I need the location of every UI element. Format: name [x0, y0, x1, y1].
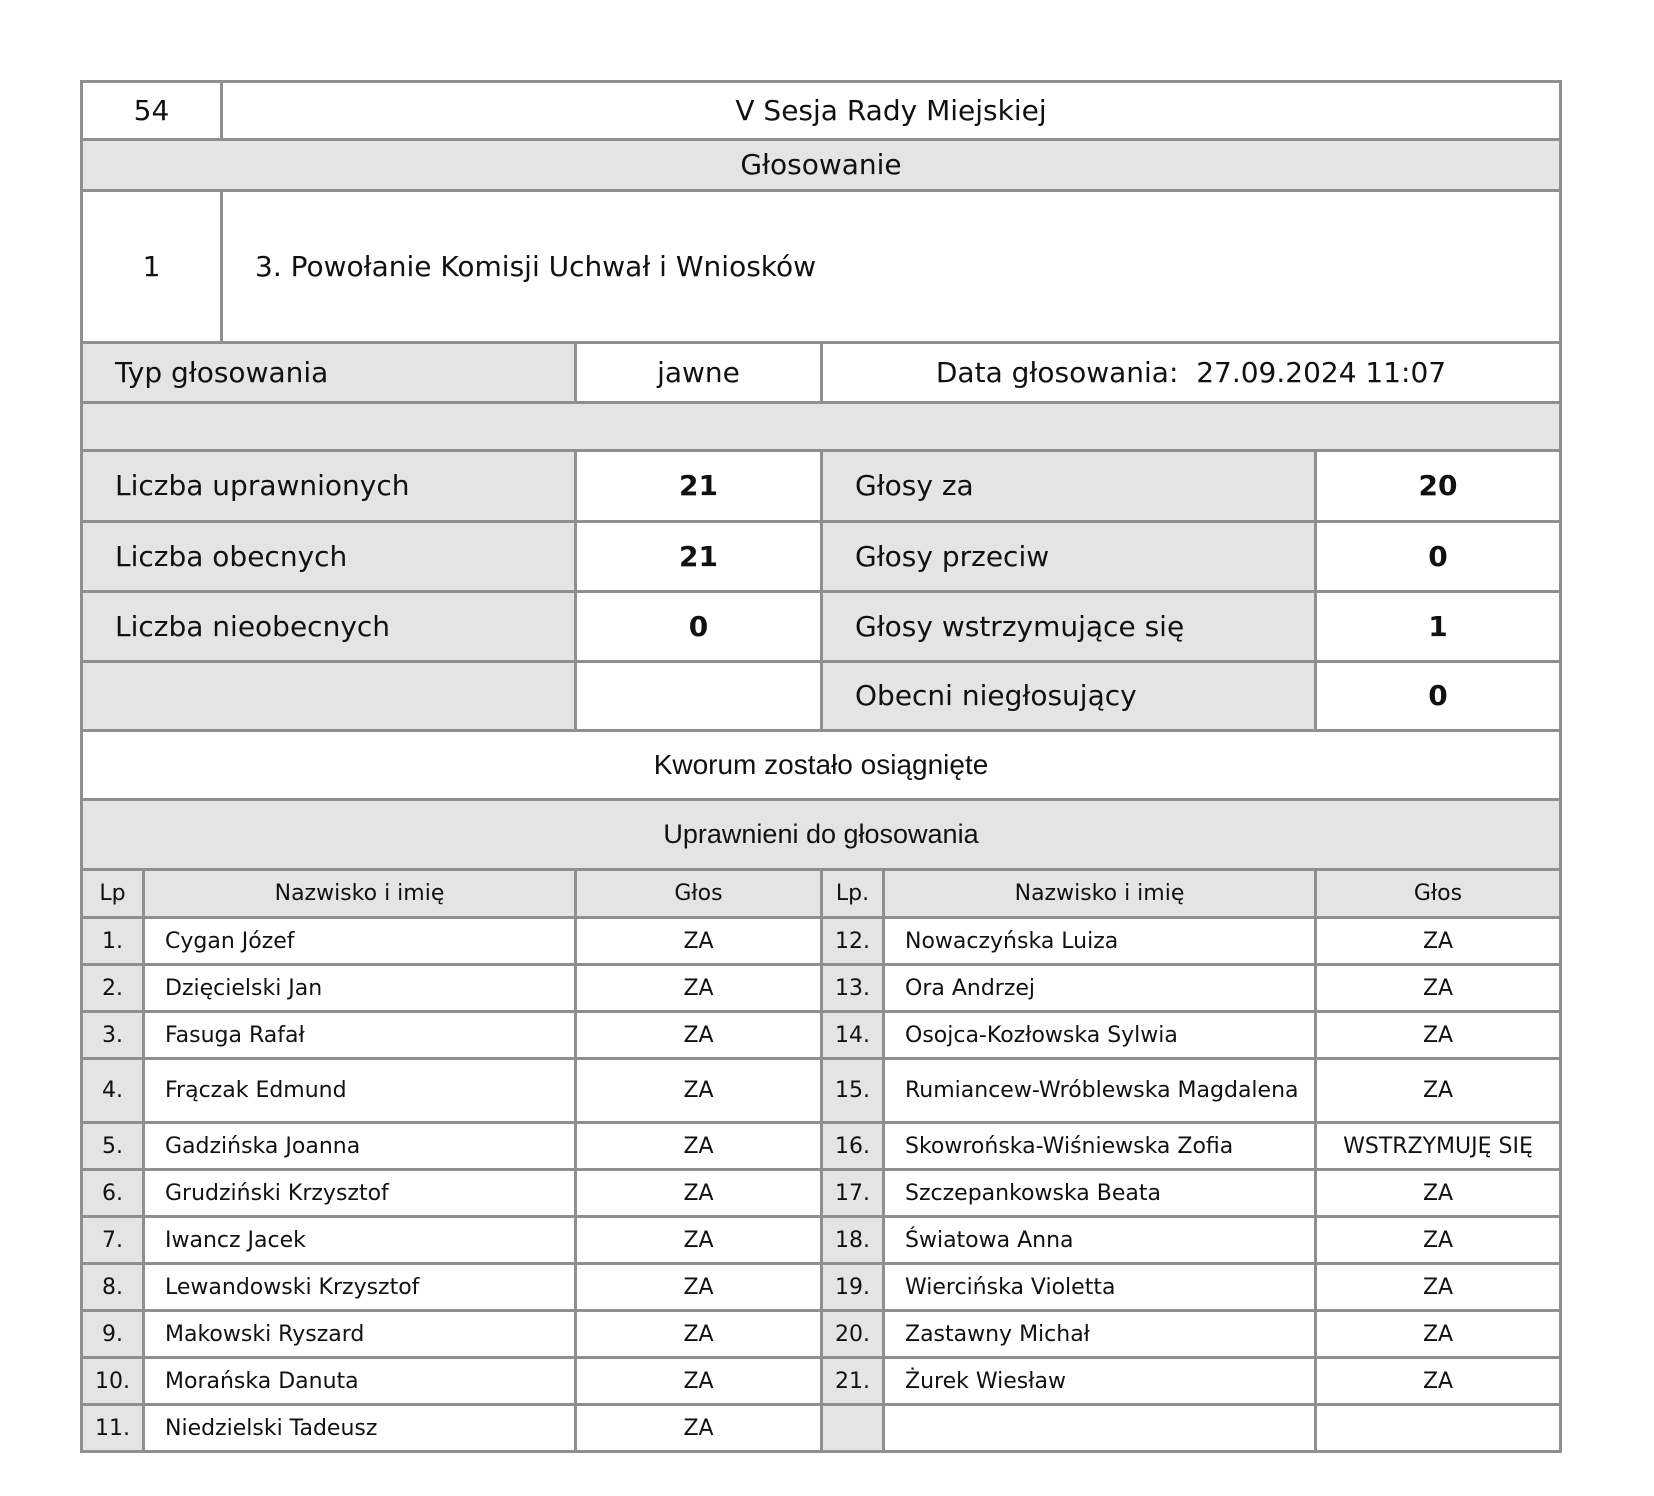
voter-vote: ZA: [576, 1012, 822, 1059]
voter-name: Gadzińska Joanna: [144, 1123, 576, 1170]
voters-table: [80, 871, 1562, 1454]
voters-header-row: [82, 871, 1561, 918]
document-number: 54: [82, 82, 222, 140]
voter-number: 10.: [82, 1358, 144, 1405]
voter-name: Zastawny Michał: [884, 1311, 1316, 1358]
voter-vote: ZA: [1316, 1311, 1561, 1358]
voter-name: Fasuga Rafał: [144, 1012, 576, 1059]
voter-number: 20.: [822, 1311, 884, 1358]
voter-number: 1.: [82, 918, 144, 965]
voter-name: Wiercińska Violetta: [884, 1264, 1316, 1311]
voter-vote: ZA: [576, 1358, 822, 1405]
table-row: [82, 918, 1561, 965]
name-right-header: Nazwisko i imię: [884, 871, 1316, 918]
section-header-table: [80, 141, 1562, 192]
empty-stat-value: [576, 661, 822, 730]
for-value: 20: [1316, 452, 1561, 521]
voter-number: 13.: [822, 965, 884, 1012]
session-header-table: [80, 80, 1562, 141]
voter-number: 3.: [82, 1012, 144, 1059]
vote-date-label: Data głosowania:: [935, 355, 1179, 389]
session-title: V Sesja Rady Miejskiej: [222, 82, 1561, 140]
table-row: [82, 965, 1561, 1012]
voter-name: Dzięcielski Jan: [144, 965, 576, 1012]
table-row: [82, 1264, 1561, 1311]
voter-vote: WSTRZYMUJĘ SIĘ: [1316, 1123, 1561, 1170]
voter-name: Morańska Danuta: [144, 1358, 576, 1405]
voter-name: Światowa Anna: [884, 1217, 1316, 1264]
vote-left-header: Głos: [576, 871, 822, 918]
against-label: Głosy przeciw: [822, 521, 1316, 591]
voter-number: 4.: [82, 1059, 144, 1123]
voter-rows: [82, 918, 1561, 1452]
voter-number: 15.: [822, 1059, 884, 1123]
voter-number: 17.: [822, 1170, 884, 1217]
voter-vote: ZA: [576, 1170, 822, 1217]
against-value: 0: [1316, 521, 1561, 591]
absent-value: 0: [576, 591, 822, 661]
vote-info-table: [80, 344, 1562, 404]
table-row: [82, 1311, 1561, 1358]
voter-name: Skowrońska-Wiśniewska Zofia: [884, 1123, 1316, 1170]
voter-name: Iwancz Jacek: [144, 1217, 576, 1264]
voter-name: Żurek Wiesław: [884, 1358, 1316, 1405]
voter-vote: ZA: [576, 1059, 822, 1123]
voter-vote: ZA: [576, 918, 822, 965]
vote-date-value: 27.09.2024 11:07: [1196, 355, 1447, 389]
for-label: Głosy za: [822, 452, 1316, 521]
present-value: 21: [576, 521, 822, 591]
vote-type-value: jawne: [576, 344, 822, 402]
voter-name: Osojca-Kozłowska Sylwia: [884, 1012, 1316, 1059]
vote-type-label: Typ głosowania: [82, 344, 576, 402]
voter-number: 19.: [822, 1264, 884, 1311]
voter-vote: ZA: [576, 1311, 822, 1358]
voter-name: Nowaczyńska Luiza: [884, 918, 1316, 965]
name-left-header: Nazwisko i imię: [144, 871, 576, 918]
agenda-item-table: [80, 192, 1562, 345]
present-label: Liczba obecnych: [82, 521, 576, 591]
voter-name: Lewandowski Krzysztof: [144, 1264, 576, 1311]
agenda-item-title: 3. Powołanie Komisji Uchwał i Wniosków: [222, 192, 1561, 343]
voter-name: Ora Andrzej: [884, 965, 1316, 1012]
voter-number: 18.: [822, 1217, 884, 1264]
voter-vote: ZA: [1316, 1170, 1561, 1217]
voter-vote: ZA: [576, 1123, 822, 1170]
section-title: Głosowanie: [82, 141, 1561, 190]
voter-number: 7.: [82, 1217, 144, 1264]
voter-name: Cygan Józef: [144, 918, 576, 965]
empty-stat-label: [82, 661, 576, 730]
voter-number: 14.: [822, 1012, 884, 1059]
voters-title-table: [80, 801, 1562, 871]
voting-record-document: [80, 80, 1562, 1453]
lp-right-header: Lp.: [822, 871, 884, 918]
voter-vote: ZA: [576, 965, 822, 1012]
voter-vote: ZA: [1316, 1358, 1561, 1405]
voter-number: [822, 1405, 884, 1452]
voter-name: Frączak Edmund: [144, 1059, 576, 1123]
voter-vote: ZA: [576, 1217, 822, 1264]
vote-stats-table: [80, 452, 1562, 732]
voter-vote: ZA: [576, 1264, 822, 1311]
voter-vote: [1316, 1405, 1561, 1452]
voter-number: 2.: [82, 965, 144, 1012]
vote-date-cell: [822, 344, 1561, 402]
voter-name: Szczepankowska Beata: [884, 1170, 1316, 1217]
eligible-value: 21: [576, 452, 822, 521]
voter-name: Rumiancew-Wróblewska Magdalena: [884, 1059, 1316, 1123]
absent-label: Liczba nieobecnych: [82, 591, 576, 661]
voter-number: 5.: [82, 1123, 144, 1170]
eligible-label: Liczba uprawnionych: [82, 452, 576, 521]
voter-number: 16.: [822, 1123, 884, 1170]
voter-vote: ZA: [1316, 1059, 1561, 1123]
voter-name: Makowski Ryszard: [144, 1311, 576, 1358]
nonvoting-label: Obecni niegłosujący: [822, 661, 1316, 730]
voter-vote: ZA: [576, 1405, 822, 1452]
nonvoting-value: 0: [1316, 661, 1561, 730]
voter-number: 21.: [822, 1358, 884, 1405]
voter-vote: ZA: [1316, 1264, 1561, 1311]
vote-right-header: Głos: [1316, 871, 1561, 918]
voter-vote: ZA: [1316, 918, 1561, 965]
table-row: [82, 1405, 1561, 1452]
voter-number: 8.: [82, 1264, 144, 1311]
voter-name: [884, 1405, 1316, 1452]
table-row: [82, 1059, 1561, 1123]
voter-name: Grudziński Krzysztof: [144, 1170, 576, 1217]
voters-title: Uprawnieni do głosowania: [82, 801, 1561, 869]
lp-left-header: Lp: [82, 871, 144, 918]
voter-vote: ZA: [1316, 965, 1561, 1012]
spacer-table: [80, 404, 1562, 453]
voter-number: 6.: [82, 1170, 144, 1217]
voter-vote: ZA: [1316, 1012, 1561, 1059]
voter-number: 11.: [82, 1405, 144, 1452]
table-row: [82, 1217, 1561, 1264]
abstain-value: 1: [1316, 591, 1561, 661]
table-row: [82, 1123, 1561, 1170]
table-row: [82, 1170, 1561, 1217]
abstain-label: Głosy wstrzymujące się: [822, 591, 1316, 661]
table-row: [82, 1012, 1561, 1059]
agenda-item-number: 1: [82, 192, 222, 343]
voter-number: 9.: [82, 1311, 144, 1358]
spacer-row: [82, 404, 1561, 451]
table-row: [82, 1358, 1561, 1405]
voter-vote: ZA: [1316, 1217, 1561, 1264]
quorum-table: [80, 732, 1562, 802]
voter-name: Niedzielski Tadeusz: [144, 1405, 576, 1452]
voter-number: 12.: [822, 918, 884, 965]
quorum-status: Kworum zostało osiągnięte: [82, 732, 1561, 800]
